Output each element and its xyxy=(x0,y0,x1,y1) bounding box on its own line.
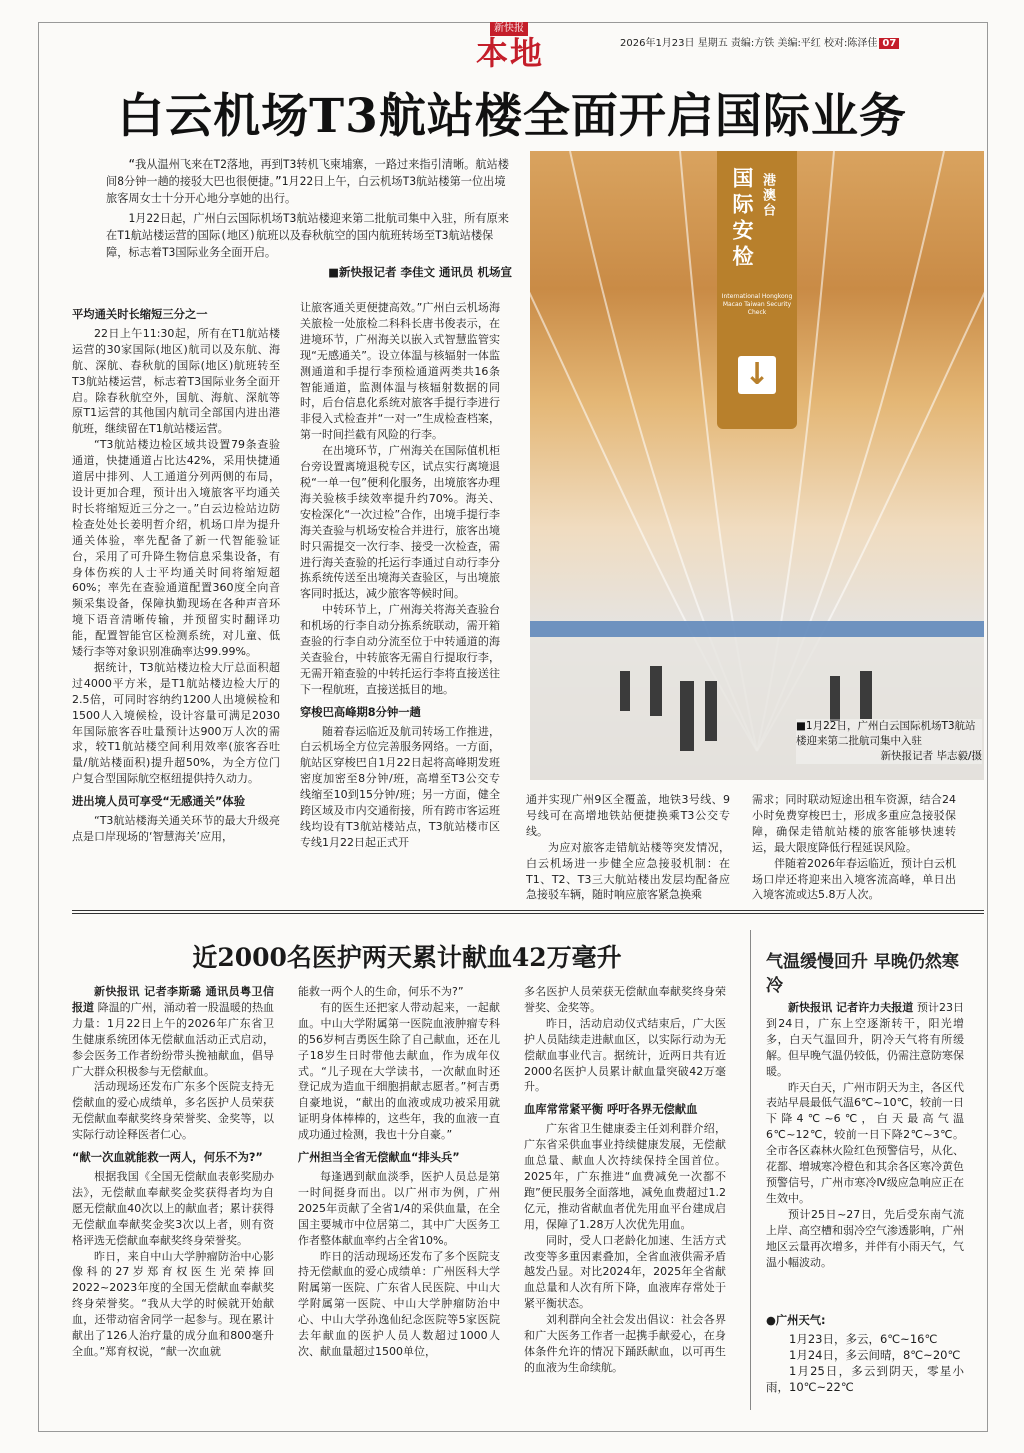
blood-headline: 近2000名医护两天累计献血42万毫升 xyxy=(192,943,622,972)
main-column-1 xyxy=(72,300,280,902)
caption-text: ■1月22日，广州白云国际机场T3航站楼迎来第二批航司集中入驻 xyxy=(796,720,976,747)
subheading: 平均通关时长缩短三分之一 xyxy=(72,308,208,321)
main-column-3 xyxy=(526,792,730,904)
paragraph-body: 降温的广州，涌动着一股温暖的热血力量：1月22日上午的2026年广东省卫生健康系统团体无偿献血活动正式启动，参会医务工作者纷纷带头挽袖献血，倡导广大群众积极参与无偿献血。 xyxy=(72,1000,274,1078)
section-name: 本地 xyxy=(476,34,545,72)
paragraph: 中转环节上，广州海关将海关查验台和机场的行李自动分拣系统联动，需开箱查验的行李自动分流至位于中转通道的海关查验台，中转旅客无需自行提取行李，无需开箱查验的中转托运行李将直接送往下一程航班，直接送抵目的地。 xyxy=(300,603,500,696)
paragraph: 需求；同时联动短途出租车资源，结合24小时免费穿梭巴士，形成多重应急接驳保障，确保走错航站楼的旅客能够快速转运，最大限度降低行程延误风险。 xyxy=(752,793,956,854)
subheading: 进出境人员可享受“无感通关”体验 xyxy=(72,795,246,809)
blood-column-3 xyxy=(524,984,726,1404)
paragraph: 刘利群向全社会发出倡议：社会各界和广大医务工作者一起携手献爱心，在身体条件允许的情况下踊跃献血，以可再生的血液为生命续航。 xyxy=(524,1313,726,1374)
forecast-list xyxy=(766,1332,964,1396)
paragraph: 据统计，T3航站楼边检大厅总面积超过4000平方米，是T1航站楼边检大厅的2.5倍，可同时容纳约1200人出境候检和1500人入境候检，设计容量可满足2030年国际旅客吞吐量预计达900万人次的需求，较T1航站楼空间利用效率(旅客吞吐量/航站楼面积)提升超50%，为全方位门户复合型国际航空枢纽提供持久动力。 xyxy=(72,660,280,786)
paragraph: 多名医护人员荣获无偿献血奉献奖终身荣誉奖、金奖等。 xyxy=(524,985,726,1014)
sign-main-text: 国际安检 xyxy=(730,167,754,271)
main-headline: 白云机场T3航站楼全面开启国际业务 xyxy=(117,89,907,144)
paragraph: 昨日，来自中山大学肿瘤防治中心影像科的27岁郑育权医生光荣捧回2022~2023年度的全国无偿献血奉献奖终身荣誉奖。“我从大学的时候就开始献血，还带动宿舍同学一起参与。现在累计献出了126人治疗量的成分血和800毫升全血。”郑育权说，“献一次血就 xyxy=(72,1249,274,1358)
arrow-down-icon: ↓ xyxy=(738,356,776,394)
forecast-item: 1月24日，多云间晴，8℃~20℃ xyxy=(789,1347,961,1362)
weather-column xyxy=(766,1000,964,1300)
main-lead xyxy=(106,156,514,264)
paragraph: 预计25日~27日，先后受东南气流上岸、高空槽和弱冷空气渗透影响，广州地区云量再次增多，并伴有小雨天气，气温小幅波动。 xyxy=(766,1207,964,1269)
paragraph: 22日上午11:30起，所有在T1航站楼运营的30家国际(地区)航司以及东航、海航、深航、春秋航的国际(地区)航班转至T3航站楼运营，标志着T3国际业务全面开启。除春秋航空外，国航、海航、深航等原T1运营的其他国内航司全部国内进出港航班，继续留在T1航站楼运营。 xyxy=(72,326,280,436)
blood-column-2 xyxy=(298,984,500,1404)
sign-english-text: International Hongkong Macao Taiwan Security Check xyxy=(721,293,793,316)
paragraph: 昨天白天，广州市阴天为主，各区代表站早晨最低气温6℃~10℃，较前一日下降4℃~6℃，白天最高气温6℃~12℃，较前一日下降2℃~3℃。全市各区森林火险红色预警信号，从化、花都、增城寒冷橙色和其余各区寒冷黄色预警信号，广州市寒冷Ⅳ级应急响应正在生效中。 xyxy=(766,1080,964,1205)
dateline xyxy=(620,34,899,49)
paragraph: 在出境环节，广州海关在国际值机柜台旁设置离境退税专区，试点实行离境退税“一单一包”便利化服务，出境旅客办理海关验核手续效率提升约70%。海关、安检深化“一次过检”合作，出境手提行李海关查验与机场安检合并进行，旅客出境时只需提交一次行李、接受一次检查，需进行海关查验的托运行李通过自动行李分拣系统传送至出境海关查验区，与出境旅客同时抵达，减少旅客等候时间。 xyxy=(300,444,500,601)
subheading: “献一次血就能救一两人，何乐不为?” xyxy=(72,1151,263,1165)
paragraph: 通并实现广州9区全覆盖，地铁3号线、9号线可在高增地铁站便捷换乘T3公交专线。 xyxy=(526,793,730,838)
paragraph: 每逢遇到献血淡季，医护人员总是第一时间挺身而出。以广州市为例，广州2025年贡献了全省1/4的采供血量，在全国主要城市中位居第二，其中广大医务工作者整体献血率约占全省10%。 xyxy=(298,1169,500,1247)
paragraph: 广东省卫生健康委主任刘利群介绍，广东省采供血事业持续健康发展，无偿献血总量、献血人次持续保持全国首位。2025年，广东推进“血费减免一次都不跑”便民服务全面落地，减免血费超过1.2亿元，推动省献血者优先用血平台建成启用，保障了1.28万人次优先用血。 xyxy=(524,1122,726,1231)
main-byline: ■新快报记者 李佳文 通讯员 机场宣 xyxy=(328,265,512,279)
main-column-4 xyxy=(752,792,956,904)
section-divider xyxy=(72,910,984,911)
forecast-title: ●广州天气: xyxy=(766,1314,826,1327)
weather-headline: 气温缓慢回升 早晚仍然寒冷 xyxy=(766,952,959,996)
photo-caption xyxy=(796,719,982,764)
dateline-lead: 新快报讯 记者李斯璐 通讯员粤卫信报道 xyxy=(72,985,274,1014)
paragraph: “T3航站楼边检区域共设置79条查验通道，快捷通道占比达42%，采用快捷通道居中排列、人工通道分列两侧的布局，设计更加合理，预计出入境旅客平均通关时长将缩短近三分之一。”白云边检站边防检查处处长姜明哲介绍，机场口岸为提升通关体验，率先配备了新一代智能验证台，采用了可升降生物信息采集设备，有身体伤疾的人士平均通关时间将缩短超60%；率先在查验通道配置360度全向音频采集设备，保障执勤现场在各种声音环境下语音清晰传输，并预留实时翻译功能，配置智能官区检测系统，对儿童、低矮行李等对象识别准确率达99.99%。 xyxy=(72,438,280,659)
lead-paragraph: “我从温州飞来在T2落地，再到T3转机飞柬埔寨，一路过来指引清晰。航站楼间8分钟一趟的接驳大巴也很便捷。”1月22日上午，白云机场T3航站楼第一位出境旅客周女士十分开心地分享她的出行。 xyxy=(106,158,509,205)
paragraph: “T3航站楼海关通关环节的最大升级亮点是口岸现场的‘智慧海关’应用， xyxy=(72,814,280,843)
photo-credit: 新快报记者 毕志毅/摄 xyxy=(880,750,982,762)
paragraph: 能救一两个人的生命，何乐不为?” xyxy=(298,985,464,998)
paragraph-body: 预计23日到24日，广东上空逐渐转干，阳光增多，白天气温回升，阴冷天气将有所缓解。但早晚气温仍较低，仍需注意防寒保暖。 xyxy=(766,1001,964,1078)
sign-sub-text: 港澳台 xyxy=(760,173,775,218)
section-divider xyxy=(72,913,984,914)
column-rule xyxy=(750,930,751,1410)
terminal-photo xyxy=(530,151,984,780)
dateline-text: 2026年1月23日 星期五 责编:方铁 美编:平红 校对:陈泽佳 xyxy=(620,38,878,49)
forecast-item: 1月23日，多云，6℃~16℃ xyxy=(789,1331,938,1346)
paragraph: 随着春运临近及航司转场工作推进，白云机场全方位完善服务网络。一方面，航站区穿梭巴自1月22日起将高峰期发班密度加密至8分钟/班，高增至T3公交专线缩至10到15分钟/班；另一方面，健全跨区域及市内交通衔接，所有跨市客运班线均设有T3航站楼站点，T3航站楼市区专线1月22日起正式开 xyxy=(300,724,500,849)
paragraph: 昨日的活动现场还发布了多个医院支持无偿献血的爱心成绩单：广州医科大学附属第一医院、广东省人民医院、中山大学附属第一医院、中山大学肿瘤防治中心、中山大学孙逸仙纪念医院等5家医院去年献血的医护人员人数超过1000人次、献血量超过1500单位， xyxy=(298,1249,500,1358)
section-tag: 新快报 xyxy=(490,22,528,36)
dateline-lead: 新快报讯 记者许力夫报道 xyxy=(788,1001,914,1014)
weather-forecast xyxy=(766,1306,964,1410)
page-number: 07 xyxy=(879,38,899,49)
paragraph: 有的医生还把家人带动起来，一起献血。中山大学附属第一医院血液肿瘤专科的56岁柯吉勇医生除了自己献血，还在儿子18岁生日时带他去献血，作为成年仪式。“儿子现在大学读书，一次献血时还登记成为造血干细胞捐献志愿者。”柯吉勇自豪地说，“献出的血液或成功被采用就证明身体棒棒的，这些年，我的血液一直成功通过检测，我也十分自豪。” xyxy=(298,1000,500,1142)
paragraph: 为应对旅客走错航站楼等突发情况，白云机场进一步健全应急接驳机制：在T1、T2、T3三大航站楼出发层均配备应急接驳车辆，随时响应旅客紧急换乘 xyxy=(526,840,730,902)
paragraph xyxy=(72,984,274,1079)
subheading: 广州担当全省无偿献血“排头兵” xyxy=(298,1151,460,1165)
paragraph: 活动现场还发布广东多个医院支持无偿献血的爱心成绩单，多名医护人员荣获无偿献血奉献奖终身荣誉奖、金奖等，以实际行动诠释医者仁心。 xyxy=(72,1080,274,1142)
paragraph: 伴随着2026年春运临近，预计白云机场口岸还将迎来出入境客流高峰，单日出入境客流或达5.8万人次。 xyxy=(752,856,956,902)
main-column-2 xyxy=(300,300,500,902)
paragraph: 昨日，活动启动仪式结束后，广大医护人员陆续走进献血区，以实际行动为无偿献血事业代言。据统计，近两日共有近2000名医护人员累计献血量突破42万毫升。 xyxy=(524,1016,726,1094)
blood-column-1 xyxy=(72,984,274,1404)
forecast-item: 1月25日，多云到阴天，零星小雨，10℃~22℃ xyxy=(766,1363,964,1394)
subheading: 穿梭巴高峰期8分钟一趟 xyxy=(300,705,421,719)
lead-paragraph: 1月22日起，广州白云国际机场T3航站楼迎来第二批航司集中入驻，所有原来在T1航站楼运营的国际(地区)航班以及春秋航空的国内航班转场至T3航站楼保障，标志着T3国际业务全面开启。 xyxy=(106,212,509,259)
paragraph xyxy=(766,1000,964,1080)
paragraph: 让旅客通关更便捷高效。”广州白云机场海关旅检一处旅检二科科长唐书俊表示，在进境环节，广州海关以嵌入式智慧监管实现“无感通关”。设立体温与核辐射一体监测通道和手提行李预检通道两类共16条智能通道，监测体温与核辐射数据的同时，后台信息化系统对旅客手提行李进行非侵入式检查并“一对一”生成检查档案，第一时间拦截有风险的行李。 xyxy=(300,301,500,442)
paragraph: 同时，受人口老龄化加速、生活方式改变等多重因素叠加，全省血液供需矛盾越发凸显。对比2024年，2025年全省献血总量和人次有所下降，血液库存常处于紧平衡状态。 xyxy=(524,1233,726,1311)
subheading: 血库常常紧平衡 呼吁各界无偿献血 xyxy=(524,1103,698,1117)
paragraph: 根据我国《全国无偿献血表彰奖励办法》，无偿献血奉献奖金奖获得者均为自愿无偿献血40次以上的献血者；累计获得无偿献血奉献奖金奖3次以上者，则有资格评选无偿献血奉献奖终身荣誉奖。 xyxy=(72,1169,274,1247)
